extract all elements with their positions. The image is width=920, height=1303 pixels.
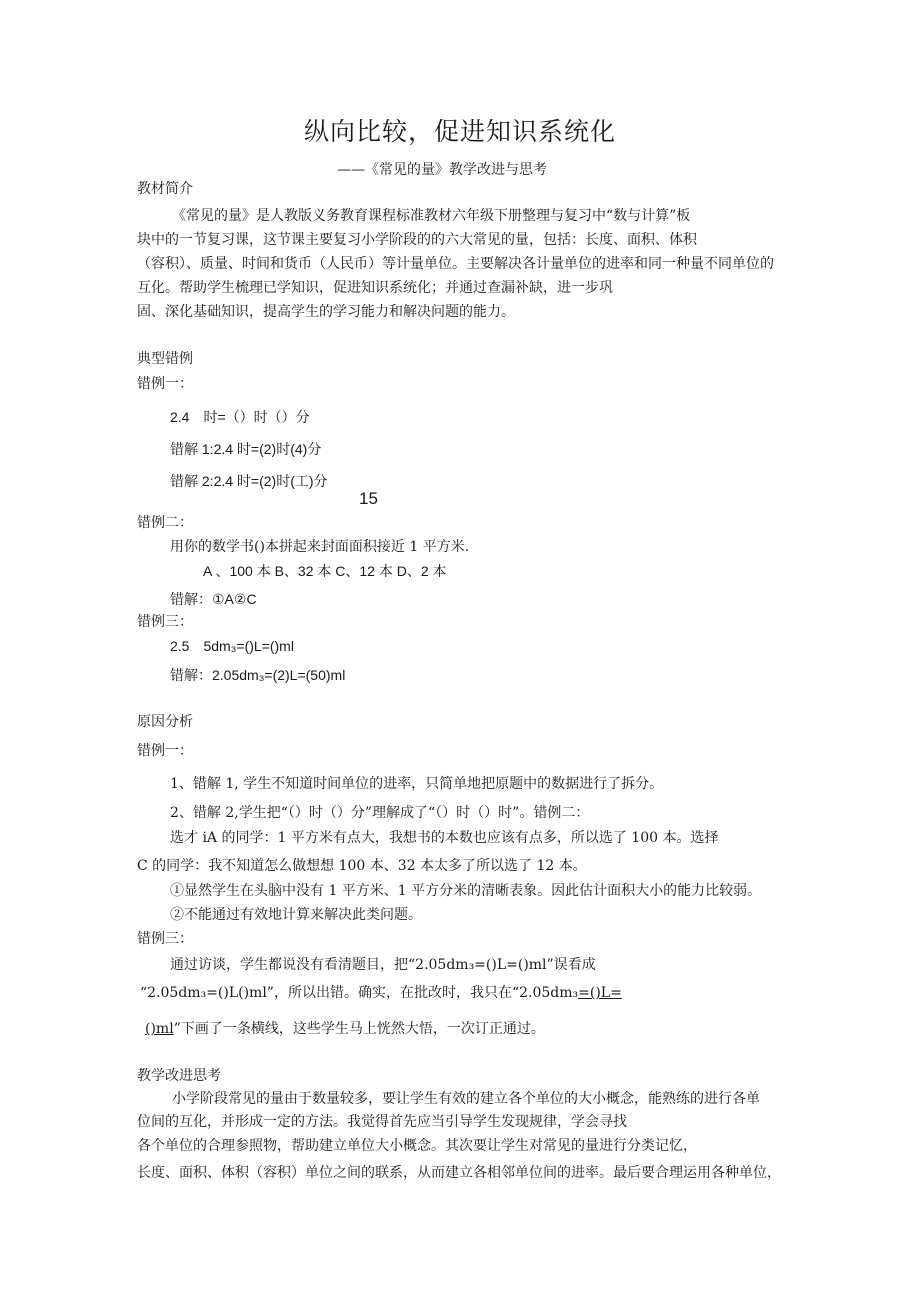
analysis-para-6: ②不能通过有效地计算来解决此类问题。 (170, 907, 422, 923)
analysis-para-8-underlined: =()L= (578, 985, 622, 1001)
analysis-para-8 (140, 984, 622, 1002)
improve-line-3: 各个单位的合理参照物，帮助建立单位大小概念。其次要让学生对常见的量进行分类记忆， (137, 1138, 697, 1154)
analysis-para-2: 2、错解 2,学生把“（）时（）分”理解成了“（）时（）时”。错例二： (170, 805, 590, 821)
improve-line-1: 小学阶段常见的量由于数量较多，要让学生有效的建立各个单位的大小概念，能熟练的进行各单 (172, 1091, 760, 1107)
analysis-para-5: ①显然学生在头脑中没有 1 平方米、1 平方分米的清晰表象。因此估计面积大小的能力比较弱。 (170, 883, 762, 899)
error-1-label: 错例一： (137, 376, 193, 392)
intro-line-4: 互化。帮助学生梳理已学知识，促进知识系统化；并通过查漏补缺，进一步巩 (137, 280, 613, 296)
error-2-label: 错例二： (137, 515, 193, 531)
analysis-para-1: 1、错解 1, 学生不知道时间单位的进率，只简单地把原题中的数据进行了拆分。 (170, 776, 664, 792)
error-2-answer: 错解：①A②C (170, 591, 257, 607)
analysis-error-1-label: 错例一： (137, 743, 193, 759)
analysis-para-3: 选才 iA 的同学：1 平方米有点大，我想书的本数也应该有点多，所以选了 100 本。选择 (170, 830, 719, 846)
error-1-answer-1: 错解 1:2.4 时=(2)时(4)分 (170, 441, 322, 457)
error-3-question: 2.5 5dm₃=()L=()ml (170, 638, 294, 654)
error-3-label: 错例三： (137, 614, 193, 630)
analysis-para-9-text: ”下画了一条横线，这些学生马上恍然大悟，一次订正通过。 (173, 1021, 545, 1037)
error-2-options: A 、100 本 B、32 本 C、12 本 D、2 本 (203, 563, 447, 579)
analysis-para-7: 通过访谈，学生都说没有看清题目，把“2.05dm₃=()L=()ml”误看成 (170, 957, 596, 973)
intro-line-3: （容积）、质量、时间和货币（人民币）等计量单位。主要解决各计量单位的进率和同一种量不同单位的 (137, 256, 774, 272)
improve-line-4: 长度、面积、体积（容积）单位之间的联系，从而建立各相邻单位间的进率。最后要合理运用各种单位， (137, 1165, 781, 1181)
document-title: 纵向比较，促进知识系统化 (303, 117, 616, 146)
error-1-question: 2.4 时=（）时（）分 (170, 409, 310, 425)
intro-line-1: 《常见的量》是人教版义务教育课程标准教材六年级下册整理与复习中“数与计算”板 (172, 208, 691, 224)
document-subtitle: ——《常见的量》教学改进与思考 (337, 162, 547, 178)
error-3-answer: 错解：2.05dm₃=(2)L=(50)ml (170, 667, 346, 683)
errors-heading: 典型错例 (137, 351, 193, 367)
analysis-heading: 原因分析 (137, 714, 193, 730)
analysis-para-8-text: “2.05dm₃=()L()ml”，所以出错。确实，在批改时，我只在“2.05dm₃ (140, 985, 579, 1001)
improve-heading: 教学改进思考 (137, 1068, 221, 1084)
error-2-question: 用你的数学书()本拼起来封面面积接近 1 平方米. (170, 539, 470, 555)
improve-line-2: 位间的互化，并形成一定的方法。我觉得首先应当引导学生发现规律，学会寻找 (137, 1114, 627, 1130)
analysis-para-4: C 的同学：我不知道怎么做想想 100 本、32 本太多了所以选了 12 本。 (137, 858, 587, 874)
intro-heading: 教材简介 (137, 181, 193, 197)
analysis-para-9 (145, 1020, 545, 1038)
analysis-error-3-label: 错例三： (137, 931, 193, 947)
intro-line-2: 块中的一节复习课，这节课主要复习小学阶段的的六大常见的量，包括：长度、面积、体积 (137, 232, 697, 248)
error-1-fraction-denominator: 15 (359, 489, 378, 508)
analysis-para-9-underlined: ()ml (145, 1021, 174, 1037)
error-1-answer-2: 错解 2:2.4 时=(2)时(工)分 (170, 473, 328, 489)
intro-line-5: 固、深化基础知识，提高学生的学习能力和解决问题的能力。 (137, 304, 515, 320)
